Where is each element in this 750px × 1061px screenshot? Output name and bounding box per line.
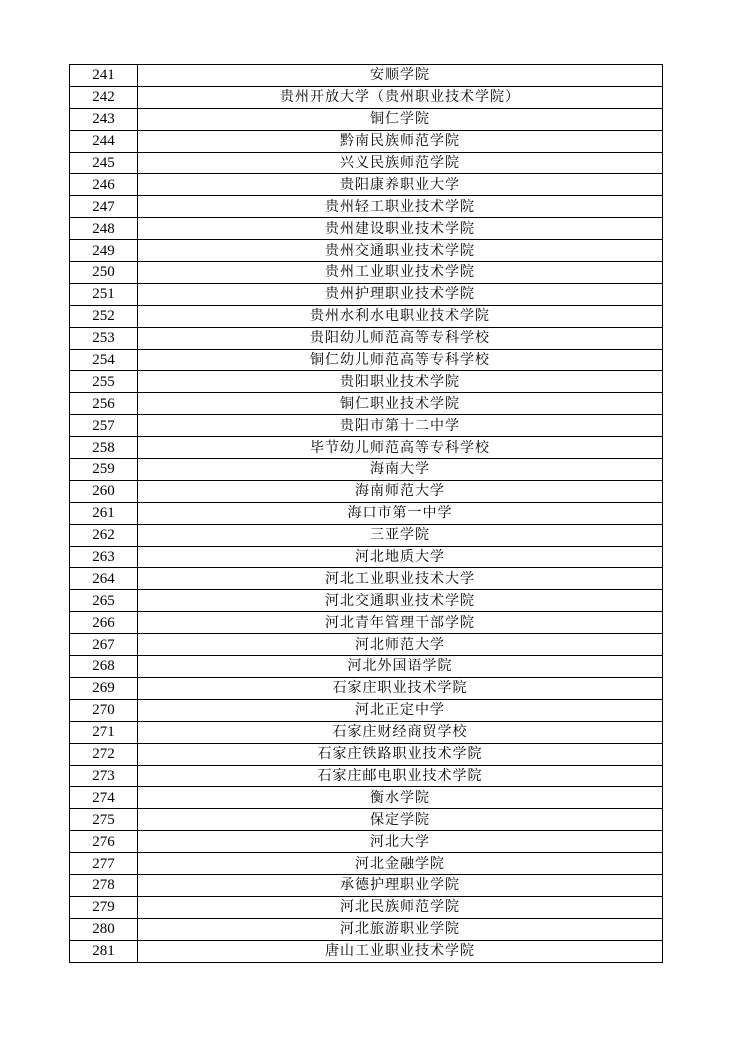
row-number: 251	[70, 283, 138, 305]
row-number: 253	[70, 327, 138, 349]
school-name: 河北工业职业技术大学	[138, 568, 663, 590]
school-name: 贵州轻工职业技术学院	[138, 196, 663, 218]
row-number: 274	[70, 787, 138, 809]
table-row	[70, 699, 663, 721]
table-row	[70, 502, 663, 524]
table-row	[70, 765, 663, 787]
school-name: 贵阳康养职业大学	[138, 174, 663, 196]
school-name: 铜仁职业技术学院	[138, 393, 663, 415]
table-row	[70, 459, 663, 481]
school-name: 铜仁幼儿师范高等专科学校	[138, 349, 663, 371]
school-name: 河北交通职业技术学院	[138, 590, 663, 612]
row-number: 246	[70, 174, 138, 196]
school-name: 贵州建设职业技术学院	[138, 218, 663, 240]
row-number: 247	[70, 196, 138, 218]
school-name: 河北旅游职业学院	[138, 918, 663, 940]
table-row	[70, 590, 663, 612]
row-number: 280	[70, 918, 138, 940]
school-name: 毕节幼儿师范高等专科学校	[138, 437, 663, 459]
table-row	[70, 634, 663, 656]
row-number: 277	[70, 853, 138, 875]
row-number: 254	[70, 349, 138, 371]
school-name: 保定学院	[138, 809, 663, 831]
table-row	[70, 874, 663, 896]
school-name: 黔南民族师范学院	[138, 130, 663, 152]
table-row	[70, 787, 663, 809]
table-row	[70, 437, 663, 459]
table-row	[70, 283, 663, 305]
school-name: 石家庄职业技术学院	[138, 677, 663, 699]
school-name: 兴义民族师范学院	[138, 152, 663, 174]
row-number: 257	[70, 415, 138, 437]
table-row	[70, 568, 663, 590]
table-row	[70, 174, 663, 196]
school-list-table-container	[69, 64, 663, 963]
table-row	[70, 152, 663, 174]
school-name: 贵州工业职业技术学院	[138, 262, 663, 284]
table-row	[70, 853, 663, 875]
table-row	[70, 349, 663, 371]
row-number: 271	[70, 721, 138, 743]
school-name: 河北青年管理干部学院	[138, 612, 663, 634]
table-row	[70, 896, 663, 918]
table-row	[70, 415, 663, 437]
table-row	[70, 656, 663, 678]
school-name: 海南师范大学	[138, 480, 663, 502]
school-name: 河北金融学院	[138, 853, 663, 875]
school-name: 河北正定中学	[138, 699, 663, 721]
school-name: 海南大学	[138, 459, 663, 481]
row-number: 278	[70, 874, 138, 896]
row-number: 260	[70, 480, 138, 502]
school-name: 贵州护理职业技术学院	[138, 283, 663, 305]
table-row	[70, 65, 663, 87]
table-row	[70, 218, 663, 240]
school-name: 贵州开放大学（贵州职业技术学院）	[138, 86, 663, 108]
row-number: 248	[70, 218, 138, 240]
table-row	[70, 809, 663, 831]
table-row	[70, 940, 663, 962]
table-row	[70, 612, 663, 634]
row-number: 270	[70, 699, 138, 721]
table-body	[70, 65, 663, 963]
table-row	[70, 240, 663, 262]
row-number: 249	[70, 240, 138, 262]
row-number: 279	[70, 896, 138, 918]
row-number: 259	[70, 459, 138, 481]
row-number: 269	[70, 677, 138, 699]
table-row	[70, 305, 663, 327]
table-row	[70, 327, 663, 349]
table-row	[70, 721, 663, 743]
school-name: 贵阳幼儿师范高等专科学校	[138, 327, 663, 349]
school-name: 贵阳市第十二中学	[138, 415, 663, 437]
row-number: 281	[70, 940, 138, 962]
table-row	[70, 918, 663, 940]
school-name: 衡水学院	[138, 787, 663, 809]
row-number: 245	[70, 152, 138, 174]
row-number: 265	[70, 590, 138, 612]
school-name: 河北地质大学	[138, 546, 663, 568]
school-name: 石家庄邮电职业技术学院	[138, 765, 663, 787]
school-list-table	[69, 64, 663, 963]
row-number: 258	[70, 437, 138, 459]
table-row	[70, 108, 663, 130]
table-row	[70, 130, 663, 152]
row-number: 242	[70, 86, 138, 108]
school-name: 安顺学院	[138, 65, 663, 87]
table-row	[70, 546, 663, 568]
row-number: 252	[70, 305, 138, 327]
school-name: 海口市第一中学	[138, 502, 663, 524]
row-number: 272	[70, 743, 138, 765]
school-name: 三亚学院	[138, 524, 663, 546]
school-name: 贵阳职业技术学院	[138, 371, 663, 393]
row-number: 267	[70, 634, 138, 656]
school-name: 铜仁学院	[138, 108, 663, 130]
row-number: 263	[70, 546, 138, 568]
table-row	[70, 743, 663, 765]
table-row	[70, 831, 663, 853]
row-number: 268	[70, 656, 138, 678]
row-number: 275	[70, 809, 138, 831]
row-number: 264	[70, 568, 138, 590]
table-row	[70, 262, 663, 284]
school-name: 河北民族师范学院	[138, 896, 663, 918]
row-number: 256	[70, 393, 138, 415]
row-number: 276	[70, 831, 138, 853]
row-number: 255	[70, 371, 138, 393]
school-name: 河北外国语学院	[138, 656, 663, 678]
table-row	[70, 86, 663, 108]
school-name: 石家庄铁路职业技术学院	[138, 743, 663, 765]
row-number: 241	[70, 65, 138, 87]
row-number: 261	[70, 502, 138, 524]
table-row	[70, 480, 663, 502]
row-number: 250	[70, 262, 138, 284]
row-number: 273	[70, 765, 138, 787]
school-name: 贵州水利水电职业技术学院	[138, 305, 663, 327]
row-number: 262	[70, 524, 138, 546]
row-number: 266	[70, 612, 138, 634]
table-row	[70, 371, 663, 393]
school-name: 承德护理职业学院	[138, 874, 663, 896]
table-row	[70, 196, 663, 218]
school-name: 唐山工业职业技术学院	[138, 940, 663, 962]
row-number: 243	[70, 108, 138, 130]
school-name: 河北大学	[138, 831, 663, 853]
table-row	[70, 393, 663, 415]
school-name: 河北师范大学	[138, 634, 663, 656]
table-row	[70, 524, 663, 546]
school-name: 贵州交通职业技术学院	[138, 240, 663, 262]
row-number: 244	[70, 130, 138, 152]
school-name: 石家庄财经商贸学校	[138, 721, 663, 743]
table-row	[70, 677, 663, 699]
